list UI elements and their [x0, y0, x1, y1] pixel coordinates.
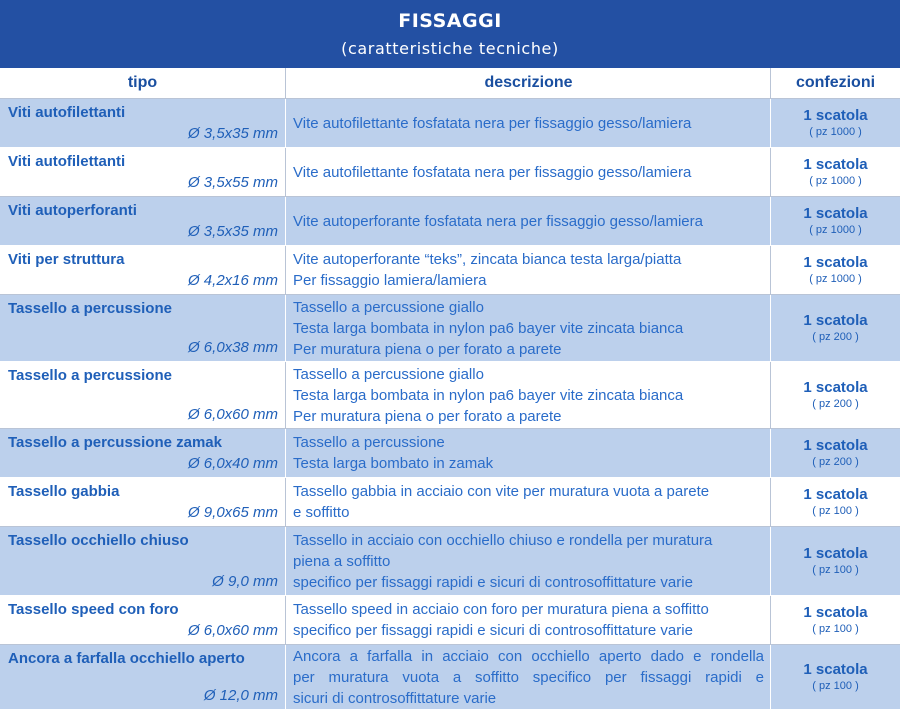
description-line: Vite autoperforante “teks”, zincata bianca testa larga/piatta	[293, 251, 682, 268]
tipo-cell	[0, 197, 286, 246]
package-quantity: 1 scatola	[803, 204, 868, 222]
tipo-cell	[0, 645, 286, 710]
description-line: Per muratura piena o per forato a parete	[293, 407, 562, 425]
product-dimension: Ø 6,0x60 mm	[187, 622, 278, 639]
column-header-descrizione: descrizione	[286, 68, 771, 99]
pieces-count: ( pz 100 )	[812, 679, 859, 692]
package-quantity: 1 scatola	[803, 311, 868, 329]
product-dimension: Ø 6,0x60 mm	[187, 406, 278, 423]
confezioni-cell	[771, 478, 900, 527]
description-line: e soffitto	[293, 504, 350, 521]
table-row	[0, 527, 900, 596]
description-line: Vite autoperforante fosfatata nera per fissaggio gesso/lamiera	[293, 212, 703, 230]
page-subtitle: (caratteristiche tecniche)	[341, 39, 559, 58]
product-dimension: Ø 6,0x40 mm	[187, 455, 278, 472]
descrizione-cell	[286, 645, 771, 710]
product-dimension: Ø 3,5x55 mm	[187, 174, 278, 191]
tipo-cell	[0, 295, 286, 362]
pieces-count: ( pz 1000 )	[809, 125, 862, 138]
page-title: FISSAGGI	[398, 10, 502, 32]
pieces-count: ( pz 1000 )	[809, 174, 862, 187]
description-line: Vite autofilettante fosfatata nera per fissaggio gesso/lamiera	[293, 163, 692, 181]
product-name: Tassello a percussione zamak	[8, 434, 222, 451]
description-line: Tassello a percussione giallo	[293, 365, 484, 383]
title-banner	[0, 0, 900, 68]
confezioni-cell	[771, 295, 900, 362]
product-name: Tassello occhiello chiuso	[8, 532, 189, 549]
tipo-cell	[0, 148, 286, 197]
tipo-cell	[0, 362, 286, 429]
product-dimension: Ø 4,2x16 mm	[187, 272, 278, 289]
product-dimension: Ø 9,0x65 mm	[187, 504, 278, 521]
pieces-count: ( pz 200 )	[812, 397, 859, 410]
package-quantity: 1 scatola	[803, 603, 868, 621]
description-line: Testa larga bombato in zamak	[293, 455, 494, 472]
descrizione-cell	[286, 596, 771, 645]
product-name: Viti autofilettanti	[8, 153, 126, 170]
descrizione-cell	[286, 197, 771, 246]
description-line: Tassello a percussione giallo	[293, 298, 484, 316]
description-line: Vite autofilettante fosfatata nera per fissaggio gesso/lamiera	[293, 114, 692, 132]
package-quantity: 1 scatola	[803, 544, 868, 562]
package-quantity: 1 scatola	[803, 106, 868, 124]
tipo-cell	[0, 478, 286, 527]
product-name: Tassello a percussione	[8, 300, 172, 317]
package-quantity: 1 scatola	[803, 660, 868, 678]
pieces-count: ( pz 1000 )	[809, 272, 862, 285]
tipo-cell	[0, 596, 286, 645]
confezioni-cell	[771, 148, 900, 197]
product-dimension: Ø 3,5x35 mm	[187, 223, 278, 240]
product-name: Ancora a farfalla occhiello aperto	[8, 650, 245, 667]
tipo-cell	[0, 246, 286, 295]
table-row	[0, 295, 900, 362]
pieces-count: ( pz 200 )	[812, 455, 859, 468]
description-line: per muratura vuota a soffitto specifico per fissaggi rapidi e	[293, 668, 764, 686]
description-line: Testa larga bombata in nylon pa6 bayer vite zincata bianca	[293, 319, 684, 337]
package-quantity: 1 scatola	[803, 378, 868, 396]
confezioni-cell	[771, 99, 900, 148]
confezioni-cell	[771, 246, 900, 295]
product-name: Tassello gabbia	[8, 483, 120, 500]
descrizione-cell	[286, 99, 771, 148]
description-line: Testa larga bombata in nylon pa6 bayer vite zincata bianca	[293, 386, 684, 404]
column-header-tipo: tipo	[0, 68, 286, 99]
description-line: Tassello gabbia in acciaio con vite per muratura vuota a parete	[293, 483, 710, 500]
table-header	[0, 68, 900, 99]
descrizione-cell	[286, 429, 771, 478]
package-quantity: 1 scatola	[803, 485, 868, 503]
table-row	[0, 429, 900, 478]
description-line: sicuri di controsoffittature varie	[293, 689, 497, 707]
tipo-cell	[0, 527, 286, 596]
column-header-confezioni: confezioni	[771, 68, 900, 99]
table-row	[0, 478, 900, 527]
confezioni-cell	[771, 362, 900, 429]
description-line: Ancora a farfalla in acciaio con occhiello aperto dado e rondella	[293, 647, 764, 665]
product-dimension: Ø 9,0 mm	[212, 573, 278, 590]
tipo-cell	[0, 99, 286, 148]
product-name: Viti autofilettanti	[8, 104, 126, 121]
descrizione-cell	[286, 478, 771, 527]
table-row	[0, 645, 900, 710]
product-dimension: Ø 6,0x38 mm	[187, 339, 278, 356]
description-line: Per muratura piena o per forato a parete	[293, 340, 562, 358]
product-dimension: Ø 12,0 mm	[203, 687, 278, 704]
product-dimension: Ø 3,5x35 mm	[187, 125, 278, 142]
description-line: Tassello speed in acciaio con foro per muratura piena a soffitto	[293, 601, 709, 618]
table-row	[0, 197, 900, 246]
pieces-count: ( pz 100 )	[812, 622, 859, 635]
confezioni-cell	[771, 645, 900, 710]
pieces-count: ( pz 200 )	[812, 330, 859, 343]
description-line: Tassello a percussione	[293, 434, 445, 451]
description-line: Per fissaggio lamiera/lamiera	[293, 272, 487, 289]
description-line: Tassello in acciaio con occhiello chiuso e rondella per muratura	[293, 531, 713, 549]
product-name: Viti per struttura	[8, 251, 125, 268]
table-row	[0, 99, 900, 148]
package-quantity: 1 scatola	[803, 436, 868, 454]
pieces-count: ( pz 100 )	[812, 504, 859, 517]
table-row	[0, 362, 900, 429]
table-row	[0, 246, 900, 295]
product-name: Tassello a percussione	[8, 367, 172, 384]
tipo-cell	[0, 429, 286, 478]
descrizione-cell	[286, 527, 771, 596]
product-name: Viti autoperforanti	[8, 202, 137, 219]
package-quantity: 1 scatola	[803, 253, 868, 271]
confezioni-cell	[771, 596, 900, 645]
pieces-count: ( pz 1000 )	[809, 223, 862, 236]
descrizione-cell	[286, 246, 771, 295]
product-name: Tassello speed con foro	[8, 601, 179, 618]
descrizione-cell	[286, 362, 771, 429]
descrizione-cell	[286, 295, 771, 362]
package-quantity: 1 scatola	[803, 155, 868, 173]
description-line: specifico per fissaggi rapidi e sicuri di controsoffittature varie	[293, 573, 693, 591]
pieces-count: ( pz 100 )	[812, 563, 859, 576]
descrizione-cell	[286, 148, 771, 197]
description-line: piena a soffitto	[293, 552, 391, 570]
table-row	[0, 596, 900, 645]
table-row	[0, 148, 900, 197]
confezioni-cell	[771, 197, 900, 246]
confezioni-cell	[771, 527, 900, 596]
description-line: specifico per fissaggi rapidi e sicuri di controsoffittature varie	[293, 622, 693, 639]
confezioni-cell	[771, 429, 900, 478]
